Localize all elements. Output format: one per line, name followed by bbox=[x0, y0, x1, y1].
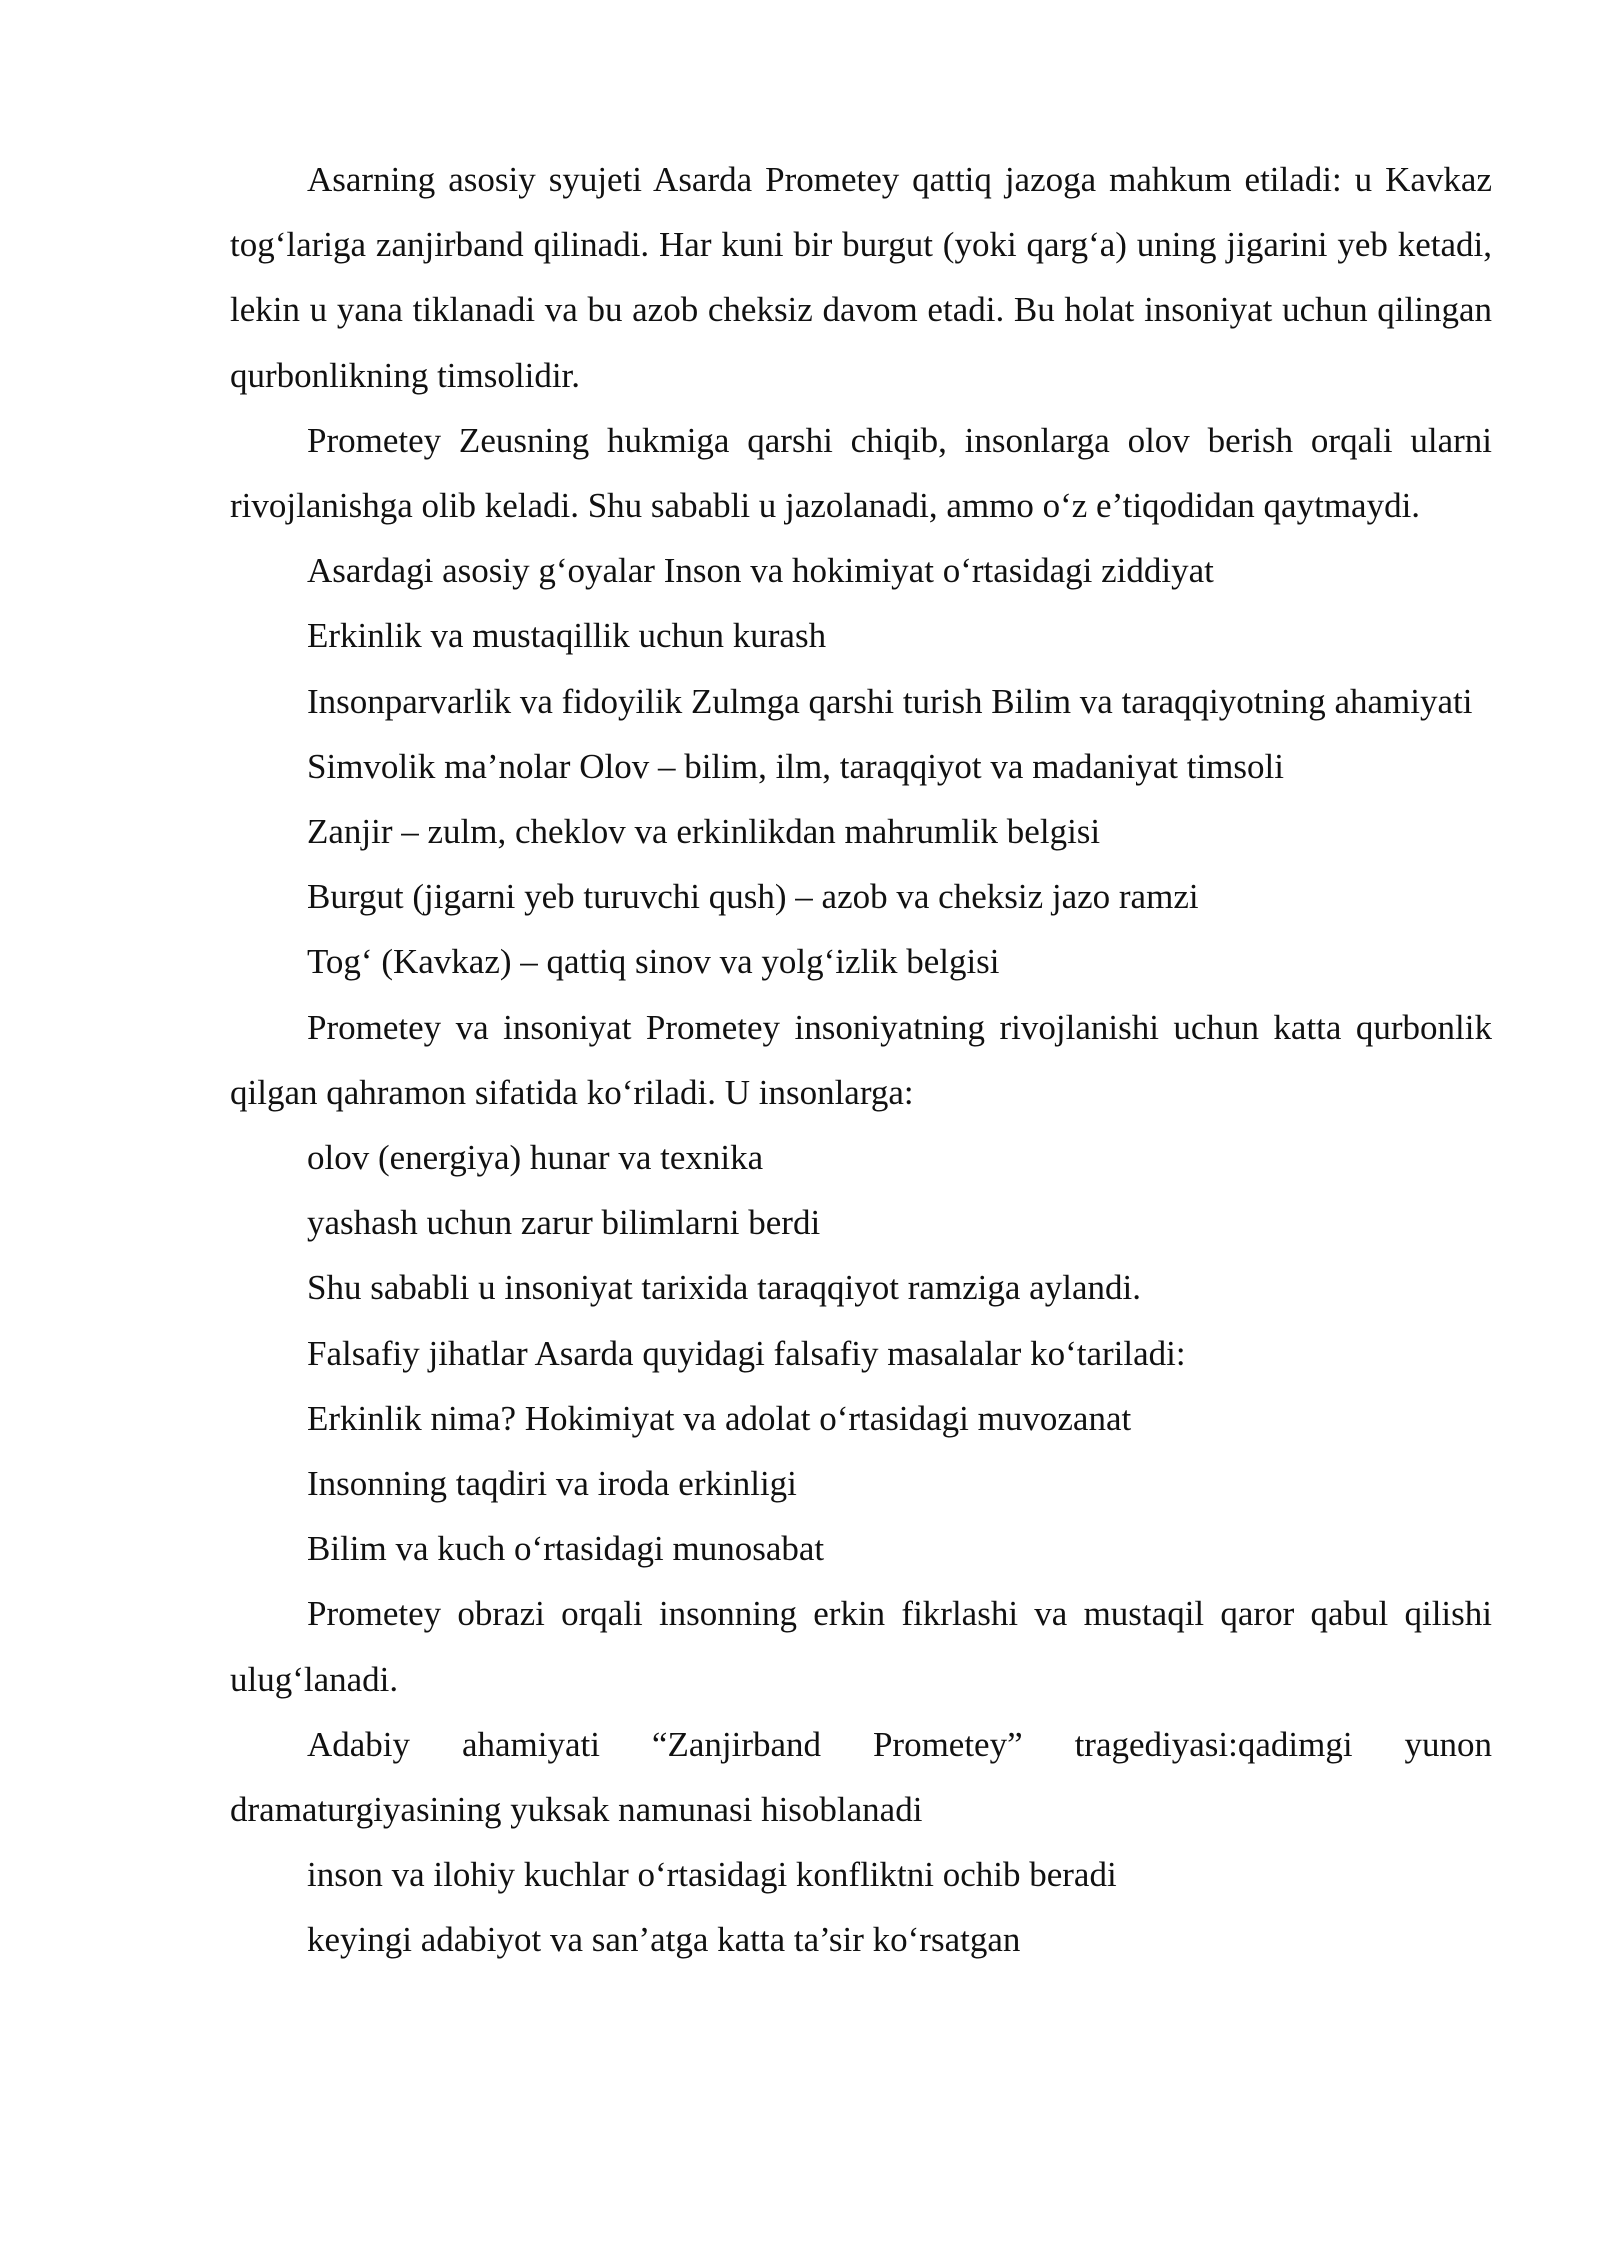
paragraph-free-thinking: Prometey obrazi orqali insonning erkin fikrlashi va mustaqil qaror qabul qilishi ulug‘lanadi. bbox=[230, 1594, 1492, 1699]
list-item: Burgut (jigarni yeb turuvchi qush) – azob va cheksiz jazo ramzi bbox=[307, 877, 1199, 917]
list-item: Shu sababli u insoniyat tarixida taraqqiyot ramziga aylandi. bbox=[307, 1268, 1141, 1308]
list-item: Erkinlik va mustaqillik uchun kurash bbox=[307, 616, 827, 656]
paragraph-prometheus-humanity: Prometey va insoniyat Prometey insoniyatning rivojlanishi uchun katta qurbonlik qilgan qahramon sifatida ko‘riladi. U insonlarga: bbox=[230, 1007, 1492, 1112]
list-item: olov (energiya) hunar va texnika bbox=[307, 1138, 764, 1178]
list-item: Bilim va kuch o‘rtasidagi munosabat bbox=[307, 1529, 825, 1569]
paragraph-symbolic-meanings: Simvolik ma’nolar Olov – bilim, ilm, taraqqiyot va madaniyat timsoli bbox=[307, 746, 1284, 786]
list-item: keyingi adabiyot va san’atga katta ta’sir ko‘rsatgan bbox=[307, 1920, 1021, 1960]
list-item: Insonning taqdiri va iroda erkinligi bbox=[307, 1464, 797, 1504]
paragraph-main-ideas: Asardagi asosiy g‘oyalar Inson va hokimiyat o‘rtasidagi ziddiyat bbox=[307, 551, 1214, 591]
list-item: Zanjir – zulm, cheklov va erkinlikdan mahrumlik belgisi bbox=[307, 812, 1101, 852]
list-item: yashash uchun zarur bilimlarni berdi bbox=[307, 1203, 821, 1243]
paragraph-literary-significance: Adabiy ahamiyati “Zanjirband Prometey” tragediyasi:qadimgi yunon dramaturgiyasining yuksak namunasi hisoblanadi bbox=[230, 1724, 1492, 1830]
paragraph-prometheus-defiance: Prometey Zeusning hukmiga qarshi chiqib, insonlarga olov berish orqali ularni rivojlanishga olib keladi. Shu sababli u jazolanadi, ammo o‘z e’tiqodidan qaytmaydi. bbox=[230, 420, 1492, 526]
list-item: Tog‘ (Kavkaz) – qattiq sinov va yolg‘izlik belgisi bbox=[307, 942, 1000, 982]
list-item: Erkinlik nima? Hokimiyat va adolat o‘rtasidagi muvozanat bbox=[307, 1398, 1132, 1438]
list-item: Insonparvarlik va fidoyilik Zulmga qarshi turish Bilim va taraqqiyotning ahamiyati bbox=[307, 681, 1473, 721]
paragraph-plot: Asarning asosiy syujeti Asarda Prometey qattiq jazoga mahkum etiladi: u Kavkaz tog‘lariga zanjirband qilinadi. Har kuni bir burgut (yoki qarg‘a) uning jigarini yeb ketadi, lekin u yana tiklanadi va bu azob cheksiz davom etadi. Bu holat insoniyat uchun qilingan qurbonlikning timsolidir. bbox=[230, 160, 1492, 395]
list-item: inson va ilohiy kuchlar o‘rtasidagi konfliktni ochib beradi bbox=[307, 1855, 1117, 1895]
paragraph-philosophical-aspects: Falsafiy jihatlar Asarda quyidagi falsafiy masalalar ko‘tariladi: bbox=[307, 1333, 1186, 1373]
document-page bbox=[230, 147, 1492, 1973]
